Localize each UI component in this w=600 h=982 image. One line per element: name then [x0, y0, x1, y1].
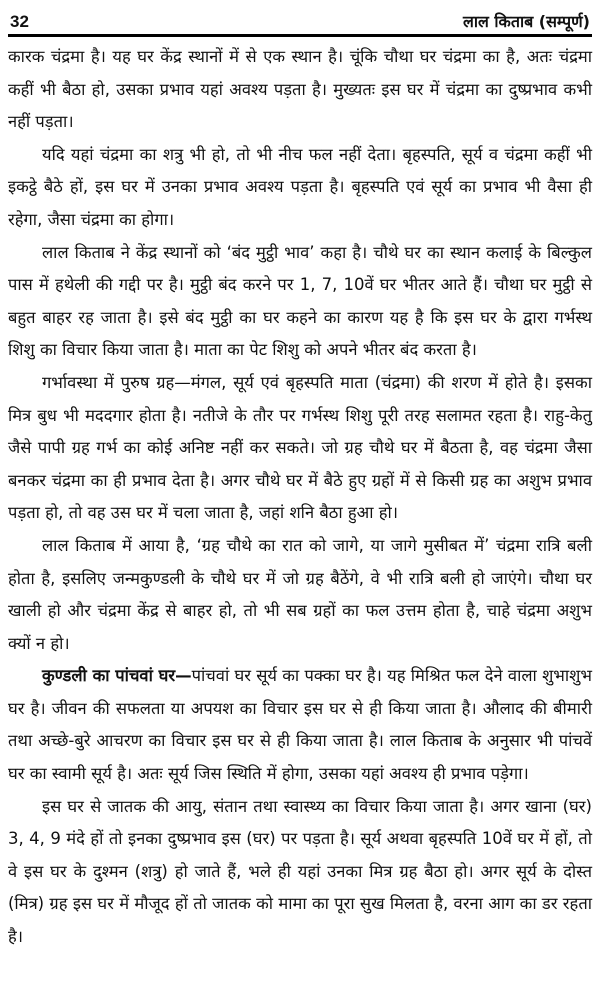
paragraph-text: गर्भावस्था में पुरुष ग्रह—मंगल, सूर्य एवं बृहस्पति माता (चंद्रमा) की शरण में होते है। इसका मित्र बुध भी मददगार होता है। नतीजे के तौर पर गर्भस्थ शिशु पूरी तरह सलामत रहता है। राहु-केतु जैसे पापी ग्रह गर्भ का कोई अनिष्ट नहीं कर सकते। जो ग्रह चौथे घर में बैठता है, वह चंद्रमा जैसा बनकर चंद्रमा का ही प्रभाव देता है। अगर चौथे घर में बैठे हुए ग्रहों में से किसी ग्रह का अशुभ प्रभाव पड़ता हो, तो वह उस घर में चला जाता है, जहां शनि बैठा हुआ हो। [8, 372, 592, 523]
paragraph-1 [8, 41, 592, 139]
paragraph-text: लाल किताब ने केंद्र स्थानों को ‘बंद मुट्ठी भाव’ कहा है। चौथे घर का स्थान कलाई के बिल्कुल पास में हथेली की गद्दी पर है। मुट्ठी बंद करने पर 1, 7, 10वें घर भीतर आते हैं। चौथा घर मुट्ठी से बहुत बाहर रह जाता है। इसे बंद मुट्ठी का घर कहने का कारण यह है कि इस घर के द्वारा गर्भस्थ शिशु का विचार किया जाता है। माता का पेट शिशु को अपने भीतर बंद करता है। [8, 242, 592, 360]
paragraph-text: कारक चंद्रमा है। यह घर केंद्र स्थानों में से एक स्थान है। चूंकि चौथा घर चंद्रमा का है, अतः चंद्रमा कहीं भी बैठा हो, उसका प्रभाव यहां अवश्य पड़ता है। मुख्यतः इस घर में चंद्रमा का दुष्प्रभाव कभी नहीं पड़ता। [8, 47, 592, 132]
section-heading: कुण्डली का पांचवां घर— [42, 666, 192, 686]
paragraph-7 [8, 791, 592, 954]
header-rule [8, 34, 592, 37]
paragraph-3 [8, 237, 592, 367]
paragraph-text: इस घर से जातक की आयु, संतान तथा स्वास्थ्य का विचार किया जाता है। अगर खाना (घर) 3, 4, 9 मंदे हों तो इनका दुष्प्रभाव इस (घर) पर पड़ता है। सूर्य अथवा बृहस्पति 10वें घर में हों, तो वे इस घर के दुश्मन (शत्रु) हो जाते हैं, भले ही यहां उनका मित्र ग्रह बैठा हो। अगर सूर्य के दोस्त (मित्र) ग्रह इस घर में मौजूद हों तो जातक को मामा का पूरा सुख मिलता है, वरना आग का डर रहता है। [8, 796, 592, 947]
paragraph-5 [8, 530, 592, 660]
body-text [8, 41, 592, 954]
paragraph-text: लाल किताब में आया है, ‘ग्रह चौथे का रात को जागे, या जागे मुसीबत में’ चंद्रमा रात्रि बली होता है, इसलिए जन्मकुण्डली के चौथे घर में जो ग्रह बैठेंगे, वे भी रात्रि बली हो जाएंगे। चौथा घर खाली हो और चंद्रमा केंद्र से बाहर हो, तो भी सब ग्रहों का फल उत्तम होता है, चाहे चंद्रमा अशुभ क्यों न हो। [8, 535, 592, 653]
paragraph-6 [8, 660, 592, 790]
running-title: लाल किताब (सम्पूर्ण) [462, 12, 590, 31]
paragraph-text: यदि यहां चंद्रमा का शत्रु भी हो, तो भी नीच फल नहीं देता। बृहस्पति, सूर्य व चंद्रमा कहीं भी इकट्ठे बैठे हों, इस घर में उनका प्रभाव अवश्य पड़ता है। बृहस्पति एवं सूर्य का प्रभाव भी वैसा ही रहेगा, जैसा चंद्रमा का होगा। [8, 144, 592, 229]
paragraph-2 [8, 139, 592, 237]
page-number: 32 [10, 12, 29, 31]
paragraph-text: पांचवां घर सूर्य का पक्का घर है। यह मिश्रित फल देने वाला शुभाशुभ घर है। जीवन की सफलता या अपयश का विचार इस घर से ही किया जाता है। औलाद की बीमारी तथा अच्छे-बुरे आचरण का विचार इस घर से ही किया जाता है। लाल किताब के अनुसार भी पांचवें घर का स्वामी सूर्य है। अतः सूर्य जिस स्थिति में होगा, उसका यहां अवश्य ही प्रभाव पड़ेगा। [8, 666, 592, 784]
paragraph-4 [8, 367, 592, 530]
page-header [8, 4, 592, 32]
